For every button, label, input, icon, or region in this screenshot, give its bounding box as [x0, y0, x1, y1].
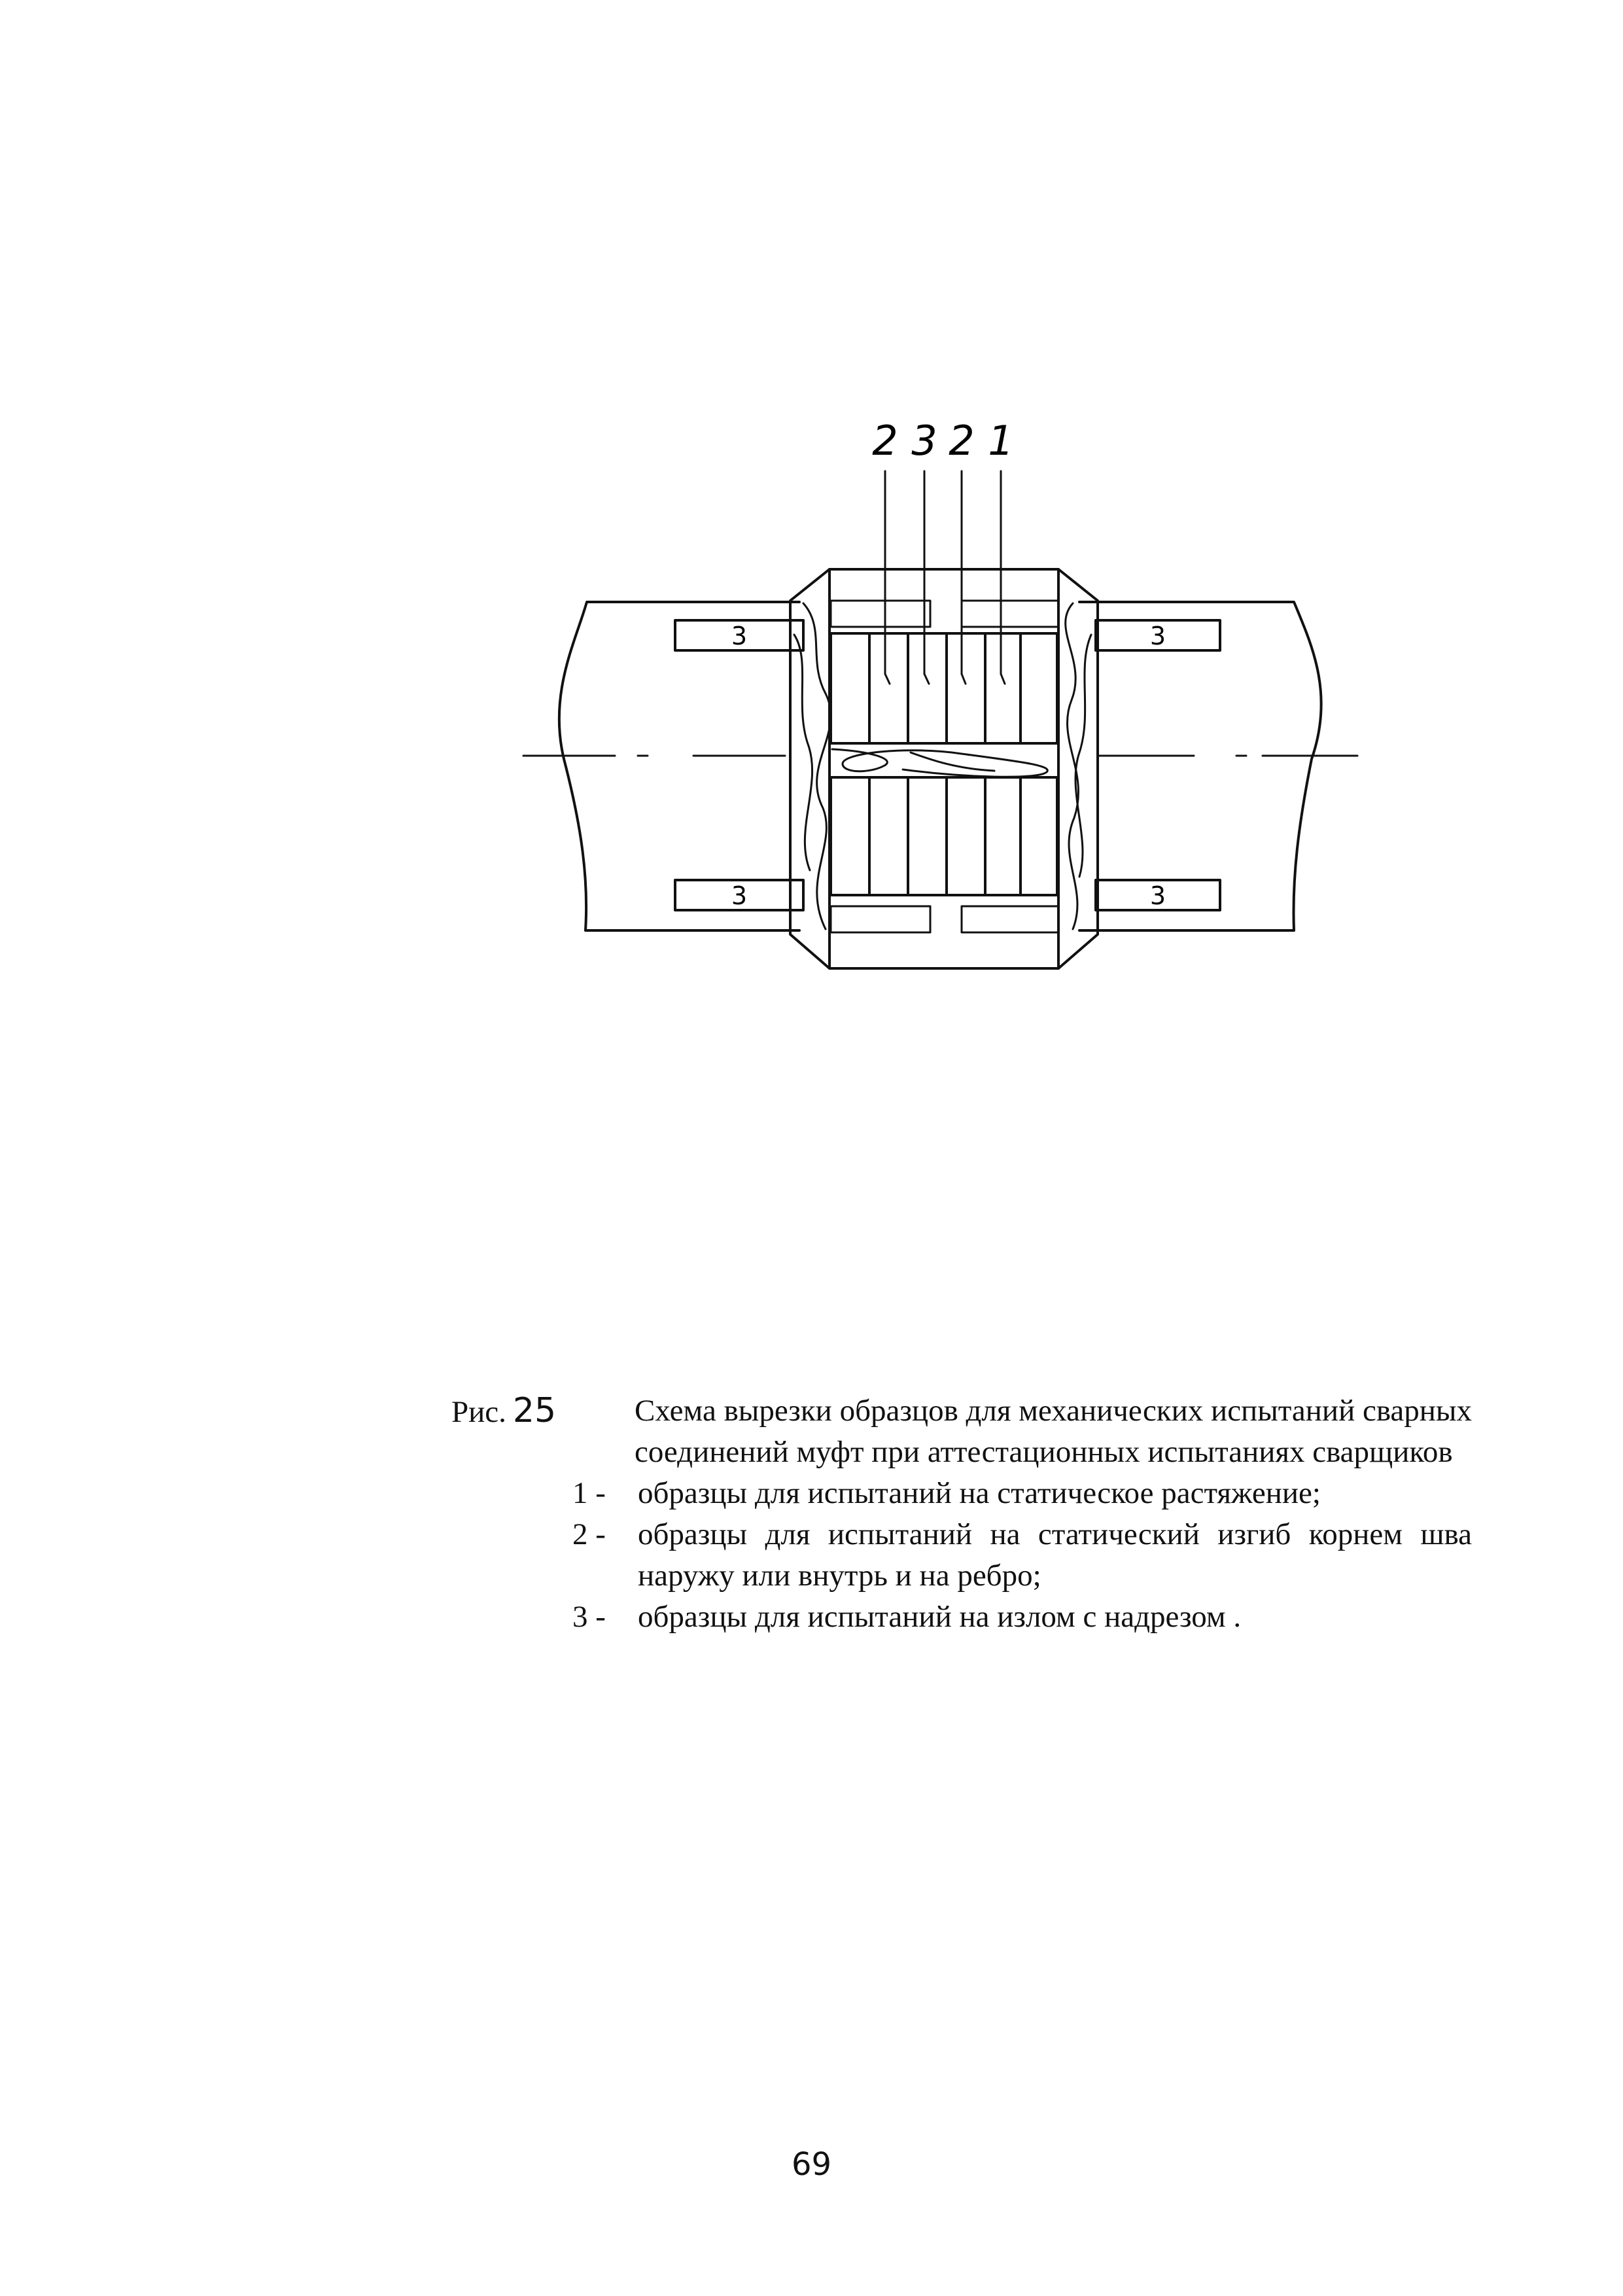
upper-specimen-block [831, 633, 1057, 743]
specimen-label-upper-right: 3 [1149, 622, 1166, 650]
specimen-label-lower-right: 3 [1149, 881, 1166, 910]
legend-item [572, 1473, 1472, 1514]
coupling-outline [790, 569, 1098, 968]
caption-legend [572, 1473, 1472, 1638]
figure-number: 25 [512, 1391, 557, 1430]
top-label-2: 3 [911, 417, 937, 465]
caption-prefix: Рис. [451, 1395, 506, 1429]
leader-lines [885, 471, 1005, 684]
legend-text: образцы для испытаний на излом с надрезом . [638, 1600, 1242, 1634]
caption-title: Схема вырезки образцов для механических испытаний сварных соединений муфт при аттестационных испытаниях сварщиков [635, 1394, 1472, 1469]
specimen-label-upper-left: 3 [731, 622, 748, 650]
legend-text: образцы для испытаний на статическое растяжение; [638, 1476, 1321, 1510]
page-number: 69 [791, 2146, 832, 2183]
figure-caption [451, 1390, 1472, 1638]
weld-root-loop [832, 749, 1047, 777]
legend-num: 3 - [572, 1600, 606, 1634]
coupling-slots [831, 601, 1058, 932]
top-label-4: 1 [988, 417, 1014, 465]
legend-item [572, 1597, 1472, 1638]
caption-label [451, 1390, 635, 1473]
legend-num: 1 - [572, 1476, 606, 1510]
top-label-1: 2 [872, 417, 898, 465]
weld-seams [794, 603, 1091, 929]
lower-specimen-block [831, 777, 1057, 895]
legend-num: 2 - [572, 1517, 606, 1551]
specimen-label-lower-left: 3 [731, 881, 748, 910]
legend-item [572, 1514, 1472, 1597]
legend-text: образцы для испытаний на статический изгиб корнем шва наружу или внутрь и на ребро; [638, 1517, 1472, 1593]
top-label-3: 2 [949, 417, 975, 465]
coupling-specimen-diagram [0, 0, 1623, 1112]
